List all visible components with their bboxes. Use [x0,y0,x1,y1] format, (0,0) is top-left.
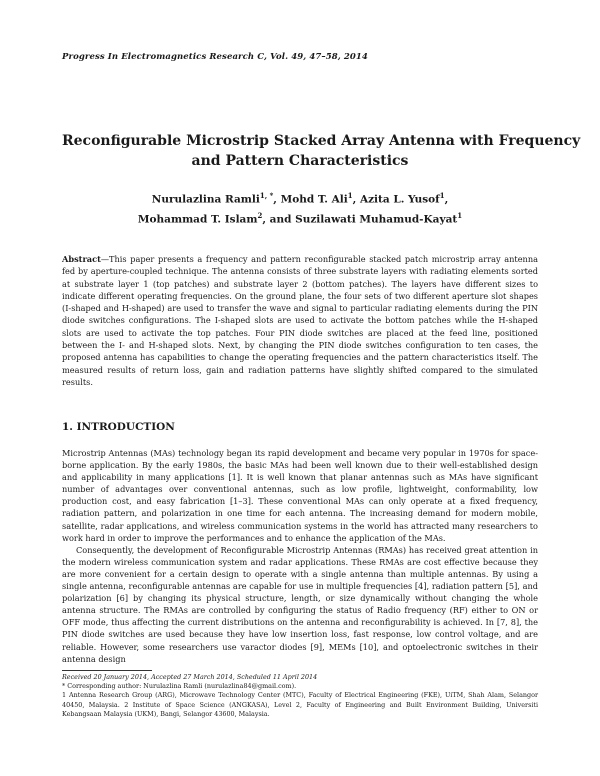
author-name: Mohd T. Ali [280,193,348,206]
received-dates: Received 20 January 2014, Accepted 27 March 2014, Scheduled 11 April 2014 [62,673,318,681]
paper-title [62,131,581,171]
section-heading: 1. INTRODUCTION [62,421,175,433]
footnotes [62,673,538,719]
journal-header: Progress In Electromagnetics Research C, Vol. 49, 47–58, 2014 [62,52,368,62]
author-name: Nurulazlina Ramli [151,193,260,206]
author-affiliation: 1 [439,191,445,200]
corresponding-author: * Corresponding author: Nurulazlina Ramli (nurulazlina84@gmail.com). [62,682,297,691]
author-affiliation: 1, * [259,191,274,200]
author-name: Mohammad T. Islam [137,213,258,225]
paragraph: Consequently, the development of Reconfigurable Microstrip Antennas (RMAs) has received great attention in the modern wireless communication system and radar applications. These RMAs are cost effective because they are more convenient for a certain design to operate with a single antenna than multiple antennas. By using a single antenna, reconfigurable antennas are capable for use in multiple frequencies [4], radiation pattern [5], and polarization [6] by changing its physical structure, length, or size dynamically without changing the whole antenna structure. The RMAs are controlled by configuring the status of Radio frequency (RF) either to ON or OFF mode, thus affecting the current distributions on the antenna and reconfigurability is achieved. In [7, 8], the PIN diode switches are used because they have low insertion loss, fast response, low control voltage, and are reliable. However, some researchers use varactor diodes [9], MEMs [10], and optoelectronic switches in their antenna design [62,544,538,664]
author-affiliation: 1 [347,191,353,200]
section-body [62,447,538,665]
author-name: Azita L. Yusof [359,193,440,206]
author-line-2: Mohammad T. Islam$^2$, and Suzilawati Muhamud-Kayat$^1$ [137,210,463,225]
author-affiliation: 1 [457,210,463,220]
author-name: Suzilawati Muhamud-Kayat [295,213,458,225]
title-line-2: and Pattern Characteristics [191,153,409,169]
abstract [62,253,538,388]
abstract-text: —This paper presents a frequency and pattern reconfigurable stacked patch microstrip array antenna fed by aperture-coupled technique. The antenna consists of three substrate layers with radiating elements sorted at substrate layer 1 (top patches) and substrate layer 2 (bottom patches). The layers have different sizes to indicate different operating frequencies. On the ground plane, the four sets of two different aperture slot shapes (I-shaped and H-shaped) are used to transfer the wave and signal to particular radiating elements during the PIN diode switches configurations. The I-shaped slots are used to activate the bottom patches while the H-shaped slots are used to activate the top patches. Four PIN diode switches are placed at the feed line, positioned between the I- and H-shaped slots. Next, by changing the PIN diode switches configuration to ten cases, the proposed antenna has capabilities to change the operating frequencies and the pattern characteristics itself. The measured results of return loss, gain and radiation patterns have slightly shifted compared to the simulated results. [62,254,538,387]
abstract-label: Abstract [62,254,101,264]
paragraph: Microstrip Antennas (MAs) technology began its rapid development and became very popular in 1970s for space-borne application. By the early 1980s, the basic MAs had been well known due to their well-established design and applicability in many applications [1]. It is well known that planar antennas such as MAs have significant number of advantages over conventional antennas, such as low profile, lightweight, conformability, low production cost, and easy fabrication [1–3]. These conventional MAs can only operate at a fixed frequency, radiation pattern, and polarization in one time for each antenna. The increasing demand for modern mobile, satellite, radar applications, and wireless communication systems in the world has attracted many researchers to work hard in order to improve the performances and to enhance the application of the MAs. [62,448,538,543]
title-line-1: Reconfigurable Microstrip Stacked Array Antenna with Frequency [62,133,581,149]
author-line-1: Nurulazlina Ramli$^{1, *}$, Mohd T. Ali$^1$, Azita L. Yusof$^1$, [151,191,449,206]
affiliations: 1 Antenna Research Group (ARG), Microwave Technology Center (MTC), Faculty of Electrical Engineering (FKE), UiTM, Shah Alam, Selangor 40450, Malaysia. 2 Institute of Space Science (ANGKASA), Level 2, Faculty of Engineering and Built Environment Building, Universiti Kebangsaan Malaysia (UKM), Bangi, Selangor 43600, Malaysia. [62,691,538,718]
author-conjunction: and [269,213,292,225]
author-affiliation: 2 [257,210,263,220]
footnote-divider [62,670,152,671]
author-list [62,188,538,227]
